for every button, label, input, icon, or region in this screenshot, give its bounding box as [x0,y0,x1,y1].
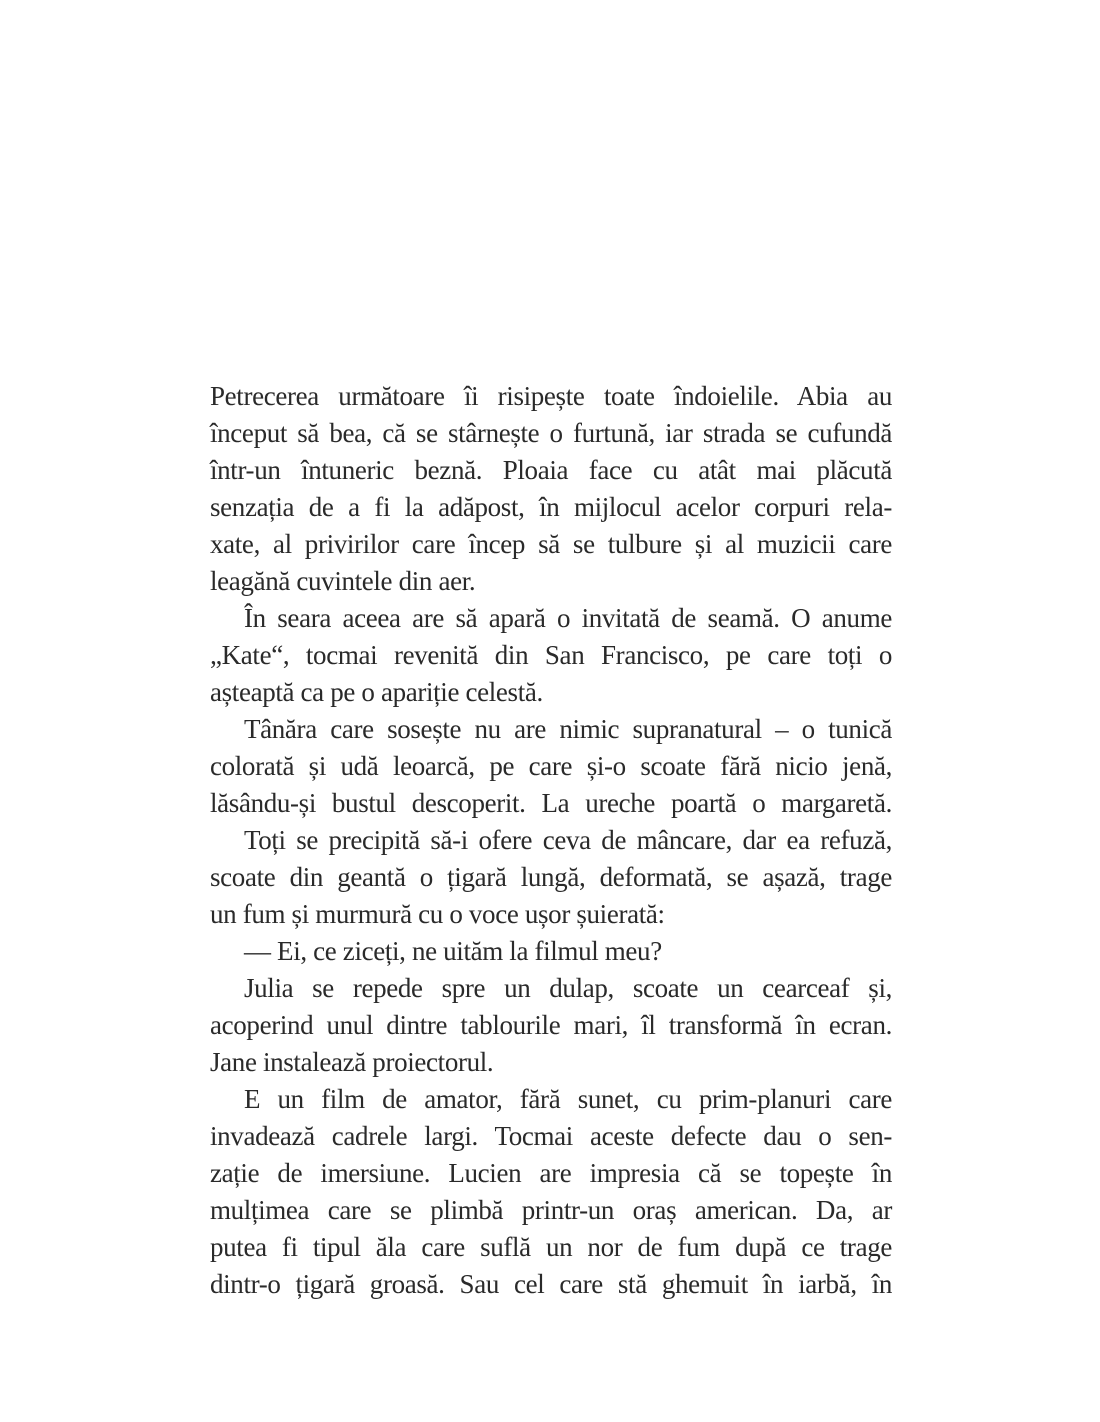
text-line: Tânăra care sosește nu are nimic supranatural – o tunică [244,714,892,744]
text-line: invadează cadrele largi. Tocmai aceste defecte dau o sen- [210,1121,892,1151]
text-line: scoate din geantă o țigară lungă, deformată, se așază, trage [210,862,892,892]
text-line: Toți se precipită să-i ofere ceva de mâncare, dar ea refuză, [244,825,892,855]
paragraph [210,711,892,822]
text-line: zație de imersiune. Lucien are impresia că se topește în [210,1158,892,1188]
body-text [210,378,892,1303]
text-line: E un film de amator, fără sunet, cu prim-planuri care [244,1084,892,1114]
text-line: colorată și udă leoarcă, pe care și-o scoate fără nicio jenă, [210,751,892,781]
text-line: lăsându-și bustul descoperit. La ureche poartă o margaretă. [210,788,892,818]
text-line: mulțimea care se plimbă printr-un oraș american. Da, ar [210,1195,892,1225]
text-line: început să bea, că se stârnește o furtună, iar strada se cufundă [210,418,892,448]
text-line: Julia se repede spre un dulap, scoate un cearceaf și, [244,973,892,1003]
dialogue-line [210,933,892,970]
text-line: într-un întuneric beznă. Ploaia face cu atât mai plăcută [210,455,892,485]
paragraph [210,378,892,600]
text-line: Jane instalează proiectorul. [210,1047,494,1077]
text-line: — Ei, ce ziceți, ne uităm la filmul meu? [244,936,662,966]
text-line: „Kate“, tocmai revenită din San Francisco, pe care toți o [210,640,892,670]
text-line: acoperind unul dintre tablourile mari, îl transformă în ecran. [210,1010,892,1040]
text-line: un fum și murmură cu o voce ușor șuierată: [210,899,665,929]
text-line: putea fi tipul ăla care suflă un nor de fum după ce trage [210,1232,892,1262]
text-line: xate, al privirilor care încep să se tulbure și al muzicii care [210,529,892,559]
text-line: așteaptă ca pe o apariție celestă. [210,677,543,707]
text-line: dintr-o țigară groasă. Sau cel care stă ghemuit în iarbă, în [210,1269,892,1299]
text-line: senzația de a fi la adăpost, în mijlocul acelor corpuri rela- [210,492,892,522]
paragraph [210,822,892,933]
paragraph [210,970,892,1081]
text-line: leagănă cuvintele din aer. [210,566,476,596]
paragraph [210,600,892,711]
text-line: În seara aceea are să apară o invitată de seamă. O anume [244,603,892,633]
paragraph [210,1081,892,1303]
text-line: Petrecerea următoare îi risipește toate îndoielile. Abia au [210,381,892,411]
